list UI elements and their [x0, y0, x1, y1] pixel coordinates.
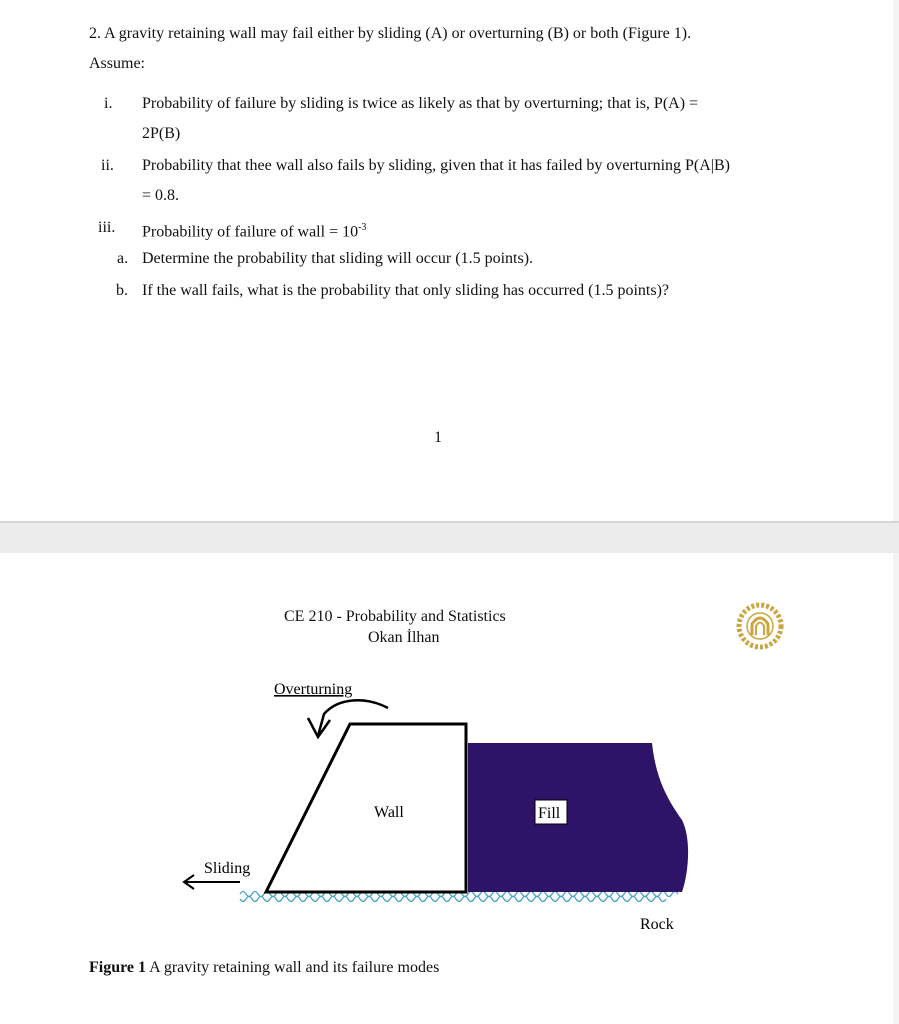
page-edge	[893, 0, 899, 1024]
item-i-marker: i.	[104, 95, 113, 112]
item-ii-line1: Probability that thee wall also fails by sliding, given that it has failed by overturning P(A|B)	[142, 157, 730, 174]
item-iii-marker: iii.	[98, 219, 116, 236]
figure-caption	[89, 958, 439, 978]
overturning-arrowhead	[308, 718, 330, 737]
university-seal-logo	[736, 602, 784, 650]
part-a-marker: a.	[117, 250, 129, 267]
retaining-wall-figure	[170, 670, 730, 940]
sliding-label: Sliding	[204, 860, 251, 877]
page-number: 1	[434, 429, 442, 446]
item-ii-marker: ii.	[101, 157, 114, 174]
overturning-label: Overturning	[274, 681, 353, 698]
question-text: 2. A gravity retaining wall may fail either by sliding (A) or overturning (B) or both (Figure 1).	[89, 25, 692, 42]
item-iii-text: Probability of failure of wall = 10	[142, 223, 359, 241]
figure-caption-label: Figure 1	[89, 959, 147, 976]
assume-label: Assume:	[89, 55, 145, 72]
part-a-text: Determine the probability that sliding will occur (1.5 points).	[142, 250, 534, 267]
item-ii-line2: = 0.8.	[142, 187, 180, 204]
page-separator	[0, 521, 899, 553]
item-i-line2: 2P(B)	[142, 125, 181, 142]
rock-label: Rock	[640, 916, 674, 933]
course-title: CE 210 - Probability and Statistics	[284, 608, 506, 625]
part-b-marker: b.	[116, 282, 128, 299]
fill-soil	[468, 743, 688, 892]
item-iii-line	[142, 218, 366, 242]
figure-caption-text: A gravity retaining wall and its failure modes	[146, 959, 440, 976]
item-i-line1: Probability of failure by sliding is twice as likely as that by overturning; that is, P(A) =	[142, 95, 699, 112]
part-b-text: If the wall fails, what is the probability that only sliding has occurred (1.5 points)?	[142, 282, 669, 299]
wall-label: Wall	[374, 804, 404, 821]
retaining-wall	[266, 724, 466, 892]
fill-label: Fill	[538, 805, 561, 822]
item-iii-exponent: -3	[358, 222, 367, 233]
author-name: Okan İlhan	[368, 629, 440, 646]
